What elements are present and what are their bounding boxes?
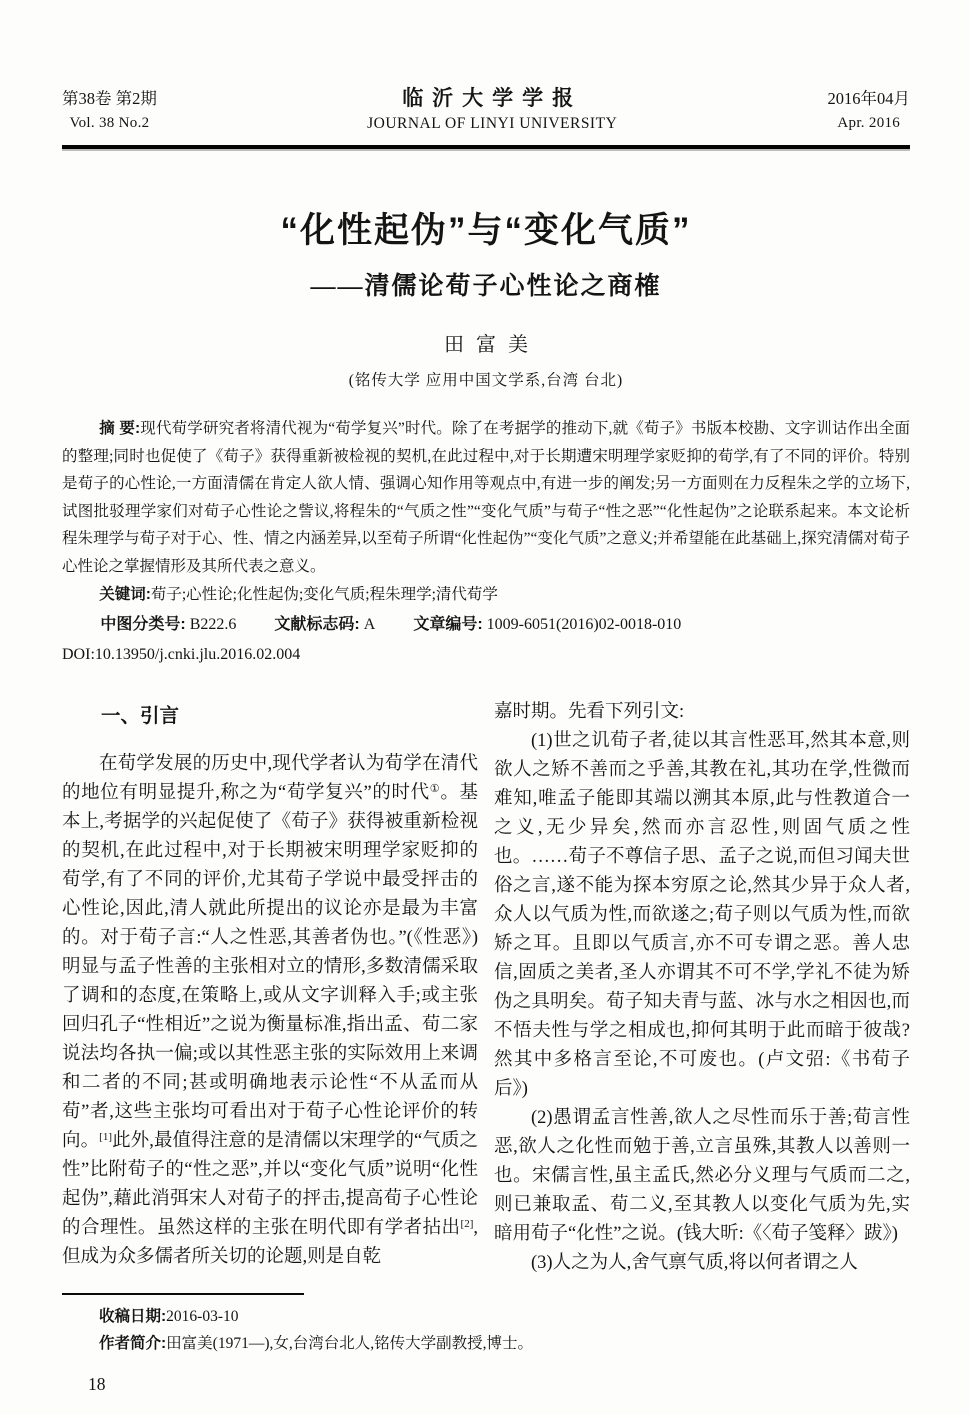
quotation-3: (3)人之为人,舍气禀气质,将以何者谓之人 bbox=[531, 1253, 858, 1273]
footnote-ref-circled-1: ① bbox=[429, 783, 441, 795]
classification-line bbox=[62, 611, 910, 638]
doc-code-label: 文献标志码: bbox=[274, 616, 360, 633]
article-affiliation: (铭传大学 应用中国文学系,台湾 台北) bbox=[348, 372, 624, 389]
author-bio-label: 作者简介: bbox=[99, 1335, 167, 1352]
page-number: 18 bbox=[88, 1374, 106, 1394]
article-title: “化性起伪”与“变化气质” bbox=[280, 211, 692, 250]
issue-date-cn: 2016年04月 bbox=[827, 89, 910, 108]
right-column bbox=[494, 698, 910, 1278]
intro-seg3: 此外,最值得注意的是清儒以宋理学的“气质之性”比附荀子的“性之恶”,并以“变化气质”说明“化性起伪”,藉此消弭宋人对荀子的抨击,提高荀子心性论的合理性。虽然这样的主张在明代即有学者拈出 bbox=[62, 1131, 478, 1238]
doc-code-value: A bbox=[363, 616, 376, 633]
issue-date-block bbox=[828, 86, 911, 136]
body-columns bbox=[62, 698, 910, 1278]
received-date-line bbox=[99, 1303, 910, 1330]
abstract bbox=[62, 415, 910, 580]
clc-value: B222.6 bbox=[189, 616, 237, 633]
volume-issue-block bbox=[62, 86, 157, 136]
quotation-2: (2)愚谓孟言性善,欲人之尽性而乐于善;荀言性恶,欲人之化性而勉于善,立言虽殊,其教人以善则一也。宋儒言性,虽主孟氏,然必分义理与气质而二之,则已兼取孟、荀二义,至其教人以变化气质为先,实暗用荀子“化性”之说。(钱大昕:《〈荀子笺释〉跋》) bbox=[494, 1108, 910, 1244]
journal-masthead bbox=[62, 86, 910, 136]
clc-label: 中图分类号: bbox=[100, 616, 186, 633]
article-author: 田富美 bbox=[444, 334, 540, 356]
author-bio-line bbox=[99, 1330, 910, 1357]
continuation-paragraph: 嘉时期。先看下列引文: bbox=[494, 702, 685, 722]
abstract-text: 现代荀学研究者将清代视为“荀学复兴”时代。除了在考据学的推动下,就《荀子》书版本校勘、文字训诂作出全面的整理;同时也促使了《荀子》获得重新被检视的契机,在此过程中,对于长期遭宋明理学家贬抑的荀学,有了不同的评价。特别是荀子的心性论,一方面清儒在肯定人欲人情、强调心知作用等观点中,有进一步的阐发;另一方面则在力反程朱之学的立场下,试图批驳理学家们对荀子心性论之訾议,将程朱的“气质之性”“变化气质”与荀子“性之恶”“化性起伪”之论联系起来。本文论析程朱理学与荀子对于心、性、情之内涵差异,以至荀子所谓“化性起伪”“变化气质”之意义;并希望能在此基础上,探究清儒对荀子心性论之掌握情形及其所代表之意义。 bbox=[62, 420, 910, 575]
article-id-value: 1009-6051(2016)02-0018-010 bbox=[486, 616, 682, 633]
received-date-label: 收稿日期: bbox=[99, 1308, 167, 1325]
journal-name-cn: 临沂大学学报 bbox=[402, 87, 583, 110]
volume-issue-en: Vol. 38 No.2 bbox=[69, 115, 150, 131]
masthead-divider bbox=[62, 145, 910, 149]
keywords-text: 荀子;心性论;化性起伪;变化气质;程朱理学;清代荀学 bbox=[150, 586, 498, 603]
journal-name-en: JOURNAL OF LINYI UNIVERSITY bbox=[367, 115, 618, 132]
keywords bbox=[62, 581, 910, 608]
received-date-value: 2016-03-10 bbox=[166, 1308, 239, 1325]
keywords-label: 关键词: bbox=[99, 586, 151, 603]
doi-line: DOI:10.13950/j.cnki.jlu.2016.02.004 bbox=[62, 646, 301, 663]
quotation-1: (1)世之讥荀子者,徒以其言性恶耳,然其本意,则欲人之矫不善而之乎善,其教在礼,其功在学,性微而难知,唯孟子能即其端以溯其本原,此与性教道合一之义,无少异矣,然而亦言忍性,则固气质之性也。……荀子不尊信子思、孟子之说,而但习闻夫世俗之言,遂不能为探本穷原之论,然其少异于众人者,众人以气质为性,而欲遂之;荀子则以气质为性,而欲矫之耳。且即以气质言,亦不可专谓之恶。善人忠信,固质之美者,圣人亦谓其不可不学,学礼不徒为矫伪之具明矣。荀子知夫青与蓝、冰与水之相因也,而不悟夫性与学之相成也,抑何其明于此而暗于彼哉?然其中多格言至论,不可废也。(卢文弨:《书荀子后》) bbox=[494, 731, 910, 1099]
abstract-label: 摘 要: bbox=[99, 420, 141, 437]
footnote-divider bbox=[62, 1293, 304, 1295]
issue-date-en: Apr. 2016 bbox=[837, 115, 901, 131]
intro-seg2: 。基本上,考据学的兴起促使了《荀子》获得被重新检视的契机,在此过程中,对于长期被宋明理学家贬抑的荀学,有了不同的评价,尤其荀子学说中最受抨击的心性论,因此,清人就此所提出的议论亦是最为丰富的。对于荀子言:“人之性恶,其善者伪也。”(《性恶》)明显与孟子性善的主张相对立的情形,多数清儒采取了调和的态度,在策略上,或从文字训释入手;或主张回归孔子“性相近”之说为衡量标准,指出孟、荀二家说法均各执一偏;或以其性恶主张的实际效用上来调和二者的不同;甚或明确地表示论性“不从孟而从荀”者,这些主张均可看出对于荀子心性论评价的转向。 bbox=[62, 783, 478, 1151]
section-heading-introduction: 一、引言 bbox=[101, 705, 180, 727]
intro-seg4: ,但成为众多儒者所关切的论题,则是自乾 bbox=[62, 1218, 478, 1267]
left-column bbox=[62, 698, 478, 1278]
citation-ref-2: [2] bbox=[460, 1218, 474, 1230]
article-subtitle: ——清儒论荀子心性论之商榷 bbox=[310, 273, 662, 300]
volume-issue-cn: 第38卷 第2期 bbox=[62, 89, 157, 108]
citation-ref-1: [1] bbox=[99, 1131, 112, 1143]
author-bio-value: 田富美(1971—),女,台湾台北人,铭传大学副教授,博士。 bbox=[166, 1335, 533, 1352]
footnote-lines bbox=[62, 1303, 910, 1357]
intro-paragraph bbox=[62, 750, 478, 1272]
footnote-area bbox=[62, 1293, 910, 1357]
journal-name-block bbox=[157, 86, 828, 136]
intro-seg1: 在荀学发展的历史中,现代学者认为荀学在清代的地位有明显提升,称之为“荀学复兴”的时代 bbox=[62, 754, 478, 803]
article-id-label: 文章编号: bbox=[413, 616, 483, 633]
